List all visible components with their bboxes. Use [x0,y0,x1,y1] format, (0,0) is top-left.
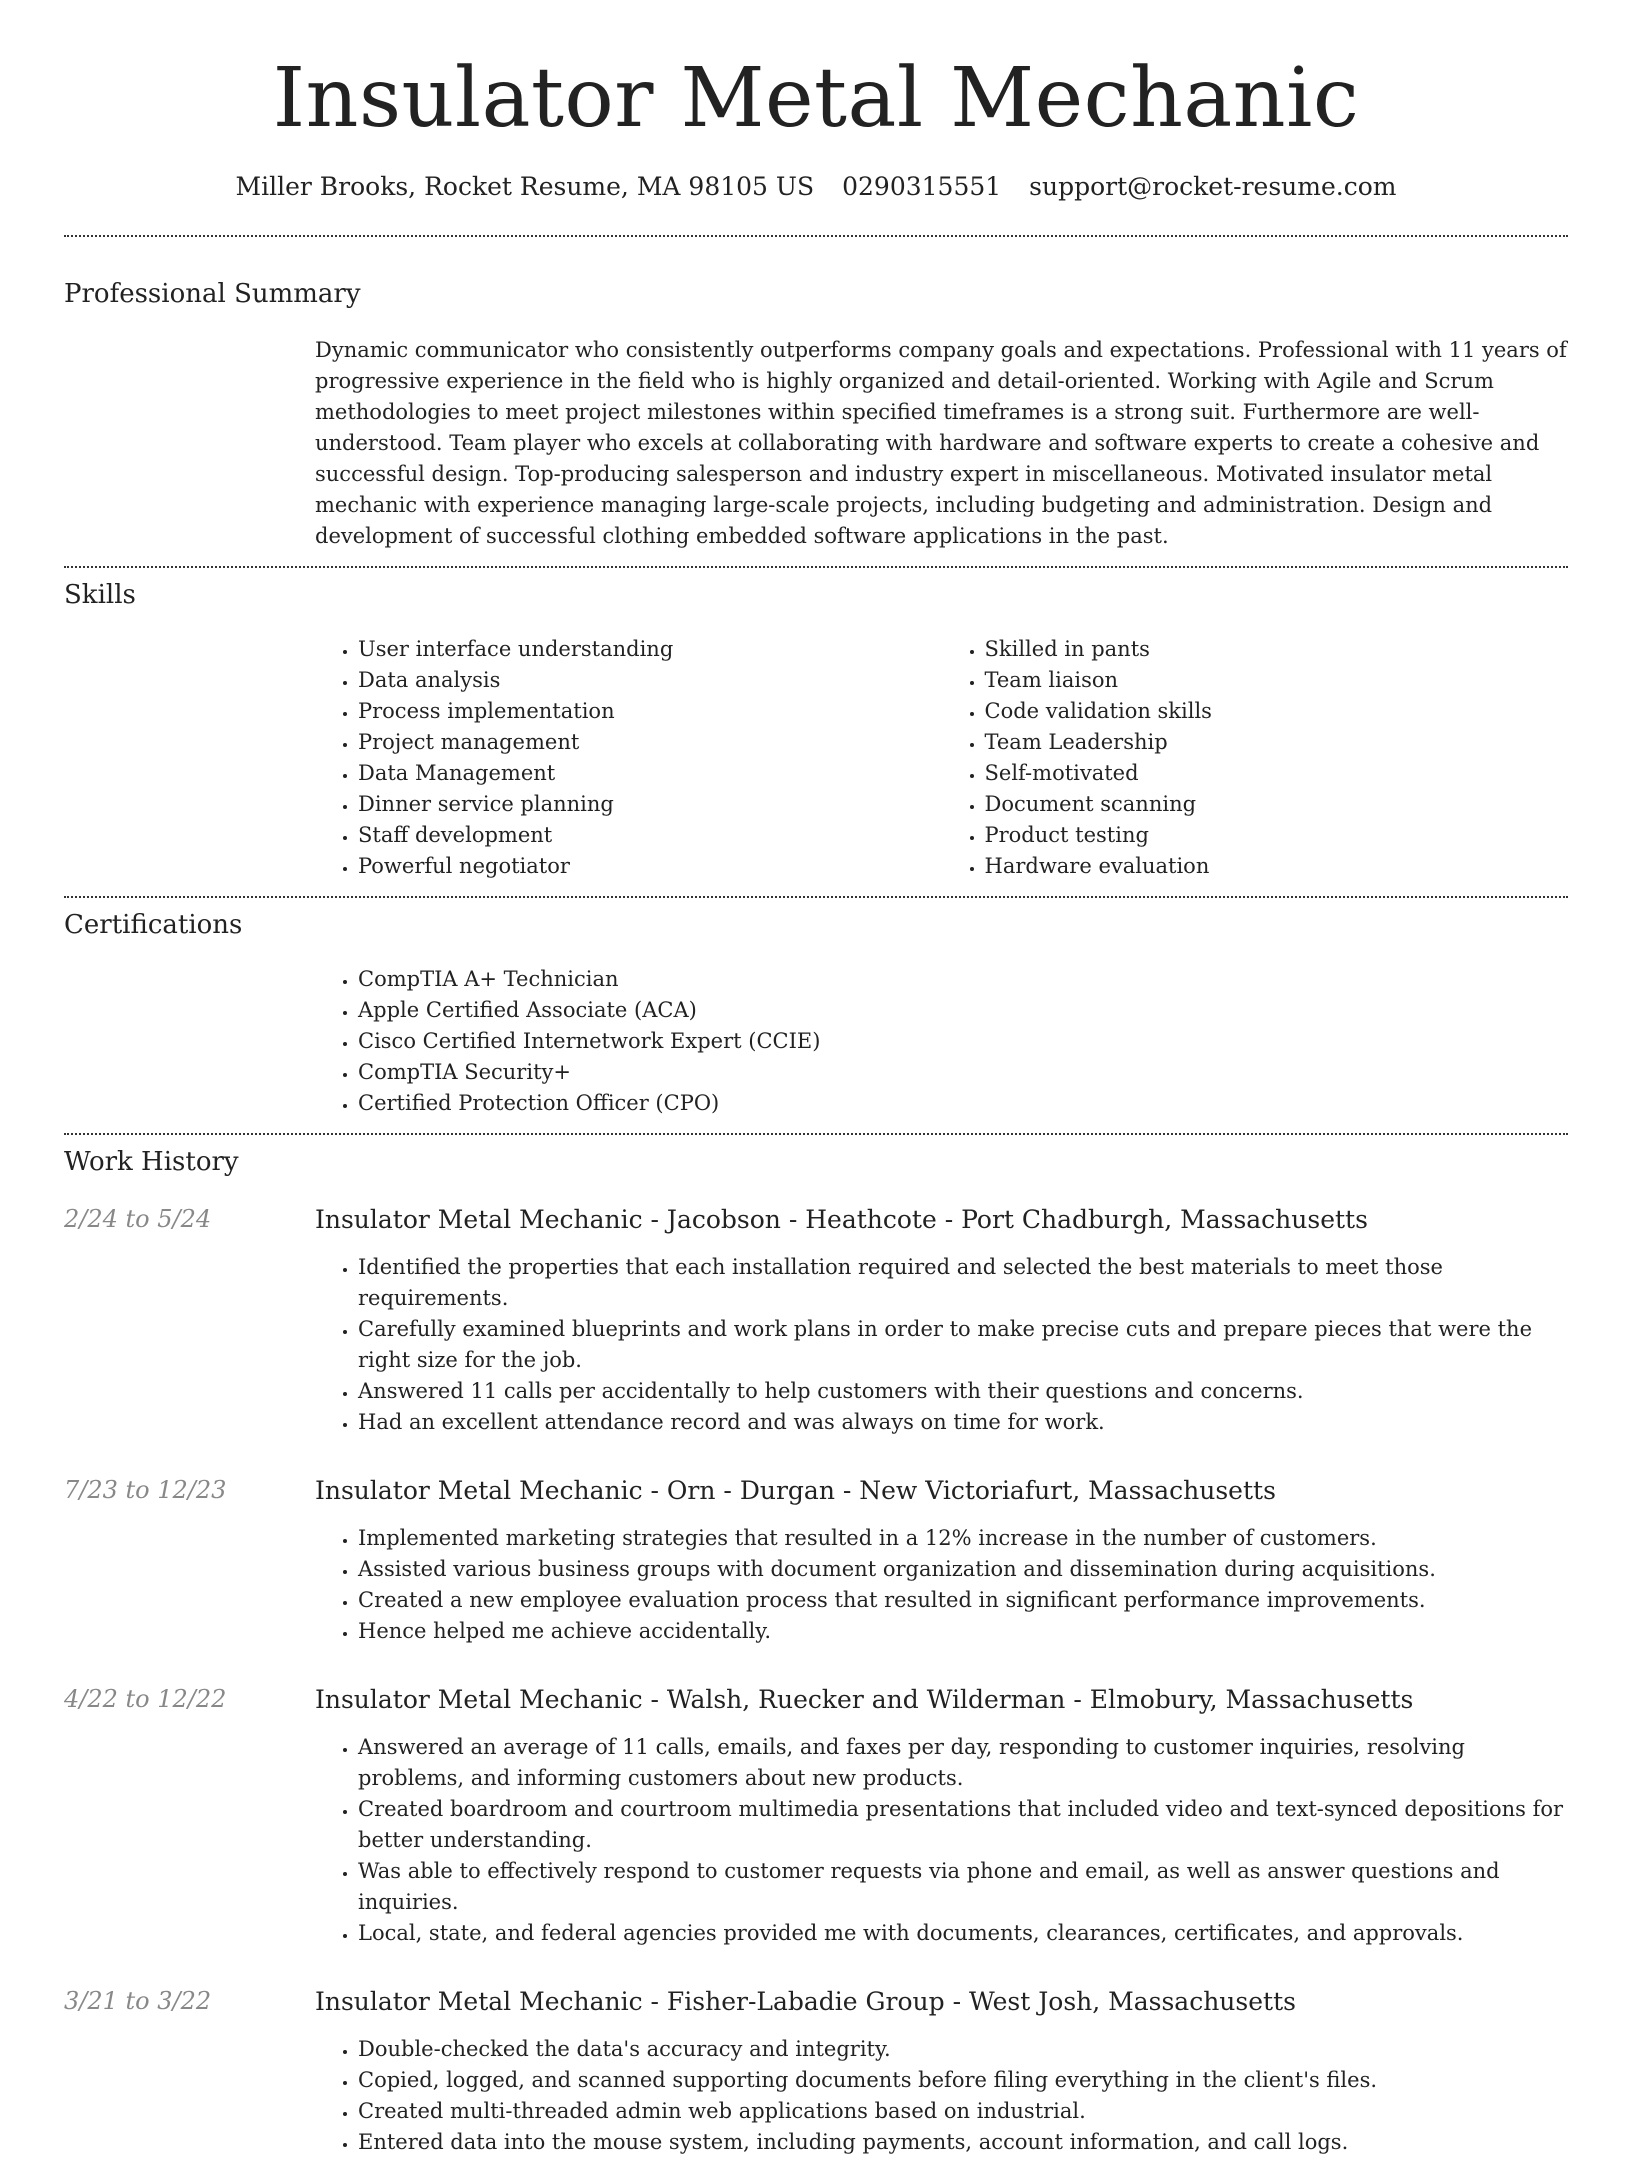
job-bullet: • Answered an average of 11 calls, emails, and faxes per day, responding to customer inquiries, resolving problems, and informing customers about new products. [358,1732,1568,1794]
job-bullets [315,2034,1568,2158]
job-bullet: • Assisted various business groups with document organization and dissemination during acquisitions. [358,1554,1568,1585]
job-bullet: • Copied, logged, and scanned supporting documents before filing everything in the client's files. [358,2065,1568,2096]
certification-item: • Cisco Certified Internetwork Expert (CCIE) [358,1026,1568,1057]
job-entry [64,1685,1568,1949]
job-bullets [315,1732,1568,1949]
contact-line [64,172,1568,201]
resume-page [64,0,1568,2158]
job-dates: 2/24 to 5/24 [64,1205,212,1233]
job-title: Insulator Metal Mechanic - Jacobson - Heathcote - Port Chadburgh, Massachusetts [315,1205,1368,1234]
job-entry [64,1476,1568,1647]
job-bullet: • Hence helped me achieve accidentally. [358,1616,1568,1647]
skill-item: • Data Management [358,758,942,789]
skill-item: • Team Leadership [985,727,1569,758]
job-bullet: • Identified the properties that each installation required and selected the best materials to meet those requirements. [358,1252,1568,1314]
job-bullet: • Created multi-threaded admin web applications based on industrial. [358,2096,1568,2127]
job-dates: 7/23 to 12/23 [64,1476,227,1504]
job-dates: 3/21 to 3/22 [64,1987,212,2015]
job-entry [64,1987,1568,2158]
job-bullet: • Carefully examined blueprints and work plans in order to make precise cuts and prepare pieces that were the right size for the job. [358,1314,1568,1376]
job-bullet: • Double-checked the data's accuracy and integrity. [358,2034,1568,2065]
candidate-name: Insulator Metal Mechanic [272,51,1360,146]
job-entry [64,1205,1568,1438]
skill-item: • Data analysis [358,665,942,696]
section-title-summary: Professional Summary [64,279,361,309]
certification-item: • CompTIA A+ Technician [358,964,1568,995]
divider [64,235,1568,237]
phone-text: 0290315551 [842,172,1002,201]
skill-item: • Product testing [985,820,1569,851]
skill-item: • Project management [358,727,942,758]
section-title-certifications: Certifications [64,910,243,940]
skill-item: • Self-motivated [985,758,1569,789]
job-bullets [315,1252,1568,1438]
skill-item: • Process implementation [358,696,942,727]
certification-item: • CompTIA Security+ [358,1057,1568,1088]
section-title-skills: Skills [64,580,136,610]
job-bullet: • Implemented marketing strategies that resulted in a 12% increase in the number of customers. [358,1523,1568,1554]
job-bullet: • Created boardroom and courtroom multimedia presentations that included video and text-synced depositions for better understanding. [358,1794,1568,1856]
address-text: Miller Brooks, Rocket Resume, MA 98105 US [235,172,815,201]
divider [64,1133,1568,1135]
job-bullets [315,1523,1568,1647]
certification-item: • Certified Protection Officer (CPO) [358,1088,1568,1119]
certifications-list [315,964,1568,1119]
job-title: Insulator Metal Mechanic - Orn - Durgan - New Victoriafurt, Massachusetts [315,1476,1276,1505]
skills-list-left [315,634,942,882]
certifications-block [315,964,1568,1119]
job-title: Insulator Metal Mechanic - Walsh, Ruecker and Wilderman - Elmobury, Massachusetts [315,1685,1414,1714]
divider [64,566,1568,568]
skill-item: • Document scanning [985,789,1569,820]
email-text: support@rocket-resume.com [1029,172,1397,201]
job-bullet: • Local, state, and federal agencies provided me with documents, clearances, certificates, and approvals. [358,1918,1568,1949]
job-bullet: • Entered data into the mouse system, including payments, account information, and call logs. [358,2127,1568,2158]
skill-item: • Powerful negotiator [358,851,942,882]
divider [64,896,1568,898]
job-bullet: • Created a new employee evaluation process that resulted in significant performance improvements. [358,1585,1568,1616]
skill-item: • Dinner service planning [358,789,942,820]
summary-text: Dynamic communicator who consistently outperforms company goals and expectations. Professional with 11 years of progressive experience in the field who is highly organized and detail-oriented. Working with Agile and Scrum methodologies to meet project milestones within specified timeframes is a strong suit. Furthermore are well-understood. Team player who excels at collaborating with hardware and software experts to create a cohesive and successful design. Top-producing salesperson and industry expert in miscellaneous. Motivated insulator metal mechanic with experience managing large-scale projects, including budgeting and administration. Design and development of successful clothing embedded software applications in the past. [315,338,1567,548]
job-bullet: • Answered 11 calls per accidentally to help customers with their questions and concerns. [358,1376,1568,1407]
skill-item: • Code validation skills [985,696,1569,727]
job-bullet: • Had an excellent attendance record and was always on time for work. [358,1407,1568,1438]
skill-item: • Staff development [358,820,942,851]
job-title: Insulator Metal Mechanic - Fisher-Labadie Group - West Josh, Massachusetts [315,1987,1296,2016]
job-bullet: • Was able to effectively respond to customer requests via phone and email, as well as answer questions and inquiries. [358,1856,1568,1918]
skills-list-right [942,634,1569,882]
skill-item: • Team liaison [985,665,1569,696]
job-dates: 4/22 to 12/22 [64,1685,227,1713]
skill-item: • Hardware evaluation [985,851,1569,882]
skills-columns [315,634,1568,882]
skill-item: • Skilled in pants [985,634,1569,665]
section-title-work-history: Work History [64,1147,239,1177]
skill-item: • User interface understanding [358,634,942,665]
certification-item: • Apple Certified Associate (ACA) [358,995,1568,1026]
